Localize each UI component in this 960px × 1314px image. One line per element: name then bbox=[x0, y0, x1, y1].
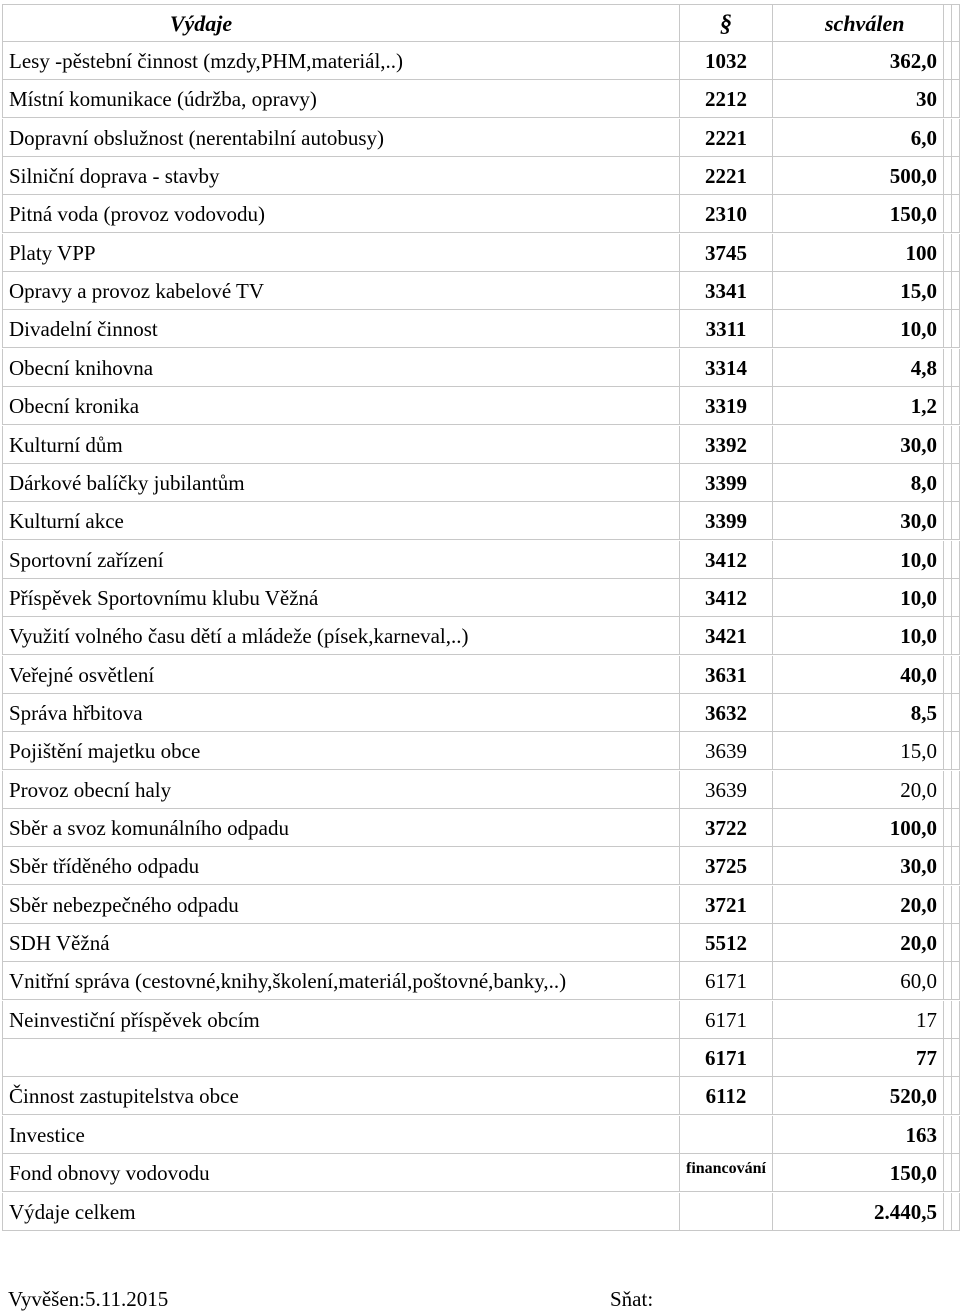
empty-cell bbox=[944, 579, 952, 617]
empty-cell bbox=[944, 426, 952, 464]
row-approved-value: 15,0 bbox=[773, 732, 944, 770]
row-label: Kulturní dům bbox=[2, 426, 680, 464]
empty-cell bbox=[944, 502, 952, 540]
table-row bbox=[0, 272, 960, 310]
table-row bbox=[0, 157, 960, 195]
table-row bbox=[0, 1193, 960, 1231]
row-section-code: 3631 bbox=[680, 656, 773, 694]
table-row bbox=[0, 310, 960, 348]
row-section-code: 2212 bbox=[680, 80, 773, 118]
empty-cell bbox=[952, 464, 960, 502]
empty-cell bbox=[952, 502, 960, 540]
row-approved-value: 10,0 bbox=[773, 579, 944, 617]
row-label: Pojištění majetku obce bbox=[2, 732, 680, 770]
row-section-code: 6112 bbox=[680, 1077, 773, 1115]
row-label: Fond obnovy vodovodu bbox=[2, 1154, 680, 1192]
empty-cell bbox=[952, 847, 960, 885]
empty-cell bbox=[952, 1077, 960, 1115]
row-approved-value: 30,0 bbox=[773, 502, 944, 540]
row-approved-value: 30 bbox=[773, 80, 944, 118]
row-label: Obecní knihovna bbox=[2, 349, 680, 387]
row-label: Sportovní zařízení bbox=[2, 541, 680, 579]
row-label: Příspěvek Sportovnímu klubu Věžná bbox=[2, 579, 680, 617]
empty-cell bbox=[944, 924, 952, 962]
table-row bbox=[0, 809, 960, 847]
row-section-code: 2221 bbox=[680, 119, 773, 157]
empty-cell bbox=[952, 426, 960, 464]
empty-cell bbox=[944, 464, 952, 502]
empty-cell bbox=[944, 617, 952, 655]
empty-cell bbox=[944, 771, 952, 809]
row-label: Sběr nebezpečného odpadu bbox=[2, 886, 680, 924]
row-label: Výdaje celkem bbox=[2, 1193, 680, 1231]
row-label: Veřejné osvětlení bbox=[2, 656, 680, 694]
empty-cell bbox=[944, 1116, 952, 1154]
empty-cell bbox=[944, 1077, 952, 1115]
row-section-code: 3399 bbox=[680, 464, 773, 502]
empty-cell bbox=[944, 1193, 952, 1231]
row-section-code bbox=[680, 1116, 773, 1154]
table-row bbox=[0, 694, 960, 732]
empty-cell bbox=[952, 1001, 960, 1039]
table-row bbox=[0, 1116, 960, 1154]
row-section-code: 3639 bbox=[680, 771, 773, 809]
row-section-code: 3412 bbox=[680, 541, 773, 579]
row-section-code: 3311 bbox=[680, 310, 773, 348]
empty-cell bbox=[944, 694, 952, 732]
row-section-code: 6171 bbox=[680, 1001, 773, 1039]
table-row bbox=[0, 656, 960, 694]
row-approved-value: 15,0 bbox=[773, 272, 944, 310]
empty-cell bbox=[952, 1154, 960, 1192]
row-section-code: 3319 bbox=[680, 387, 773, 425]
row-label: Využití volného času dětí a mládeže (písek,karneval,..) bbox=[2, 617, 680, 655]
table-row bbox=[0, 464, 960, 502]
row-approved-value: 6,0 bbox=[773, 119, 944, 157]
footer bbox=[0, 1285, 960, 1314]
empty-cell bbox=[952, 119, 960, 157]
empty-cell bbox=[952, 962, 960, 1000]
row-section-code: 3632 bbox=[680, 694, 773, 732]
table-row bbox=[0, 1001, 960, 1039]
empty-cell bbox=[944, 157, 952, 195]
empty-cell bbox=[944, 962, 952, 1000]
empty-cell bbox=[952, 656, 960, 694]
row-section-code bbox=[680, 1193, 773, 1231]
row-label: Pitná voda (provoz vodovodu) bbox=[2, 195, 680, 233]
row-label: Lesy -pěstební činnost (mzdy,PHM,materiál,..) bbox=[2, 42, 680, 80]
row-label: Provoz obecní haly bbox=[2, 771, 680, 809]
row-approved-value: 8,5 bbox=[773, 694, 944, 732]
row-section-code: 3639 bbox=[680, 732, 773, 770]
empty-cell bbox=[952, 617, 960, 655]
row-label bbox=[2, 1039, 680, 1077]
empty-cell bbox=[944, 886, 952, 924]
row-approved-value: 500,0 bbox=[773, 157, 944, 195]
row-section-code: financování bbox=[680, 1154, 773, 1192]
table-row bbox=[0, 119, 960, 157]
row-label: Vnitřní správa (cestovné,knihy,školení,materiál,poštovné,banky,..) bbox=[2, 962, 680, 1000]
empty-cell bbox=[944, 1154, 952, 1192]
empty-cell bbox=[952, 387, 960, 425]
row-label: Obecní kronika bbox=[2, 387, 680, 425]
empty-cell bbox=[944, 847, 952, 885]
empty-cell bbox=[952, 732, 960, 770]
empty-cell bbox=[944, 234, 952, 272]
row-approved-value: 100 bbox=[773, 234, 944, 272]
empty-cell bbox=[944, 349, 952, 387]
row-approved-value: 10,0 bbox=[773, 541, 944, 579]
row-approved-value: 17 bbox=[773, 1001, 944, 1039]
row-approved-value: 20,0 bbox=[773, 924, 944, 962]
table-row bbox=[0, 426, 960, 464]
row-section-code: 3399 bbox=[680, 502, 773, 540]
empty-cell bbox=[952, 195, 960, 233]
table-row bbox=[0, 1039, 960, 1077]
empty-cell bbox=[952, 349, 960, 387]
row-section-code: 3421 bbox=[680, 617, 773, 655]
row-label: Sběr tříděného odpadu bbox=[2, 847, 680, 885]
row-section-code: 2310 bbox=[680, 195, 773, 233]
table-row bbox=[0, 234, 960, 272]
empty-cell bbox=[952, 1039, 960, 1077]
empty-cell bbox=[952, 42, 960, 80]
row-approved-value: 8,0 bbox=[773, 464, 944, 502]
header-section-symbol: § bbox=[680, 4, 773, 42]
empty-cell bbox=[944, 80, 952, 118]
empty-cell bbox=[952, 310, 960, 348]
row-approved-value: 10,0 bbox=[773, 617, 944, 655]
row-section-code: 3745 bbox=[680, 234, 773, 272]
row-approved-value: 362,0 bbox=[773, 42, 944, 80]
row-approved-value: 40,0 bbox=[773, 656, 944, 694]
empty-cell bbox=[952, 80, 960, 118]
empty-cell bbox=[944, 272, 952, 310]
row-label: Činnost zastupitelstva obce bbox=[2, 1077, 680, 1115]
row-approved-value: 10,0 bbox=[773, 310, 944, 348]
row-label: Silniční doprava - stavby bbox=[2, 157, 680, 195]
table-header-row bbox=[0, 4, 960, 42]
posted-date: Vyvěšen:5.11.2015 bbox=[8, 1287, 169, 1311]
row-label: Sběr a svoz komunálního odpadu bbox=[2, 809, 680, 847]
empty-cell bbox=[944, 541, 952, 579]
empty-cell bbox=[944, 195, 952, 233]
empty-cell bbox=[952, 234, 960, 272]
empty-cell bbox=[944, 119, 952, 157]
empty-cell bbox=[952, 809, 960, 847]
row-approved-value: 1,2 bbox=[773, 387, 944, 425]
row-label: Opravy a provoz kabelové TV bbox=[2, 272, 680, 310]
row-label: SDH Věžná bbox=[2, 924, 680, 962]
empty-cell bbox=[944, 387, 952, 425]
row-section-code: 1032 bbox=[680, 42, 773, 80]
empty-cell bbox=[944, 732, 952, 770]
empty-cell bbox=[952, 541, 960, 579]
row-label: Dopravní obslužnost (nerentabilní autobusy) bbox=[2, 119, 680, 157]
row-label: Divadelní činnost bbox=[2, 310, 680, 348]
row-section-code: 3722 bbox=[680, 809, 773, 847]
row-approved-value: 20,0 bbox=[773, 771, 944, 809]
row-approved-value: 100,0 bbox=[773, 809, 944, 847]
table-row bbox=[0, 387, 960, 425]
row-approved-value: 30,0 bbox=[773, 847, 944, 885]
table-row bbox=[0, 349, 960, 387]
row-approved-value: 30,0 bbox=[773, 426, 944, 464]
row-section-code: 3341 bbox=[680, 272, 773, 310]
removed-date: Sňat: bbox=[610, 1287, 654, 1311]
row-approved-value: 60,0 bbox=[773, 962, 944, 1000]
empty-cell bbox=[952, 1193, 960, 1231]
table-row bbox=[0, 886, 960, 924]
empty-cell bbox=[952, 579, 960, 617]
row-section-code: 2221 bbox=[680, 157, 773, 195]
row-approved-value: 20,0 bbox=[773, 886, 944, 924]
row-label: Investice bbox=[2, 1116, 680, 1154]
table-row bbox=[0, 771, 960, 809]
empty-cell bbox=[952, 771, 960, 809]
table-row bbox=[0, 732, 960, 770]
row-label: Kulturní akce bbox=[2, 502, 680, 540]
row-label: Platy VPP bbox=[2, 234, 680, 272]
table-row bbox=[0, 962, 960, 1000]
table-row bbox=[0, 42, 960, 80]
row-approved-value: 77 bbox=[773, 1039, 944, 1077]
empty-cell bbox=[944, 656, 952, 694]
empty-cell bbox=[944, 1039, 952, 1077]
empty-cell bbox=[944, 1001, 952, 1039]
empty-cell bbox=[952, 694, 960, 732]
table-row bbox=[0, 1077, 960, 1115]
row-section-code: 3721 bbox=[680, 886, 773, 924]
row-approved-value: 4,8 bbox=[773, 349, 944, 387]
header-approved: schválen bbox=[773, 4, 944, 42]
row-label: Dárkové balíčky jubilantům bbox=[2, 464, 680, 502]
row-label: Neinvestiční příspěvek obcím bbox=[2, 1001, 680, 1039]
table-row bbox=[0, 617, 960, 655]
empty-cell bbox=[952, 157, 960, 195]
row-section-code: 3392 bbox=[680, 426, 773, 464]
empty-cell bbox=[952, 272, 960, 310]
row-approved-value: 163 bbox=[773, 1116, 944, 1154]
table-row bbox=[0, 1154, 960, 1192]
table-row bbox=[0, 541, 960, 579]
row-approved-value: 2.440,5 bbox=[773, 1193, 944, 1231]
row-label: Místní komunikace (údržba, opravy) bbox=[2, 80, 680, 118]
empty-cell bbox=[952, 886, 960, 924]
table-row bbox=[0, 502, 960, 540]
table-row bbox=[0, 579, 960, 617]
empty-cell bbox=[944, 4, 952, 42]
table-row bbox=[0, 195, 960, 233]
header-title: Výdaje bbox=[2, 4, 680, 42]
row-approved-value: 150,0 bbox=[773, 1154, 944, 1192]
row-approved-value: 520,0 bbox=[773, 1077, 944, 1115]
row-section-code: 6171 bbox=[680, 1039, 773, 1077]
empty-cell bbox=[944, 809, 952, 847]
table-row bbox=[0, 80, 960, 118]
table-row bbox=[0, 924, 960, 962]
row-section-code: 3725 bbox=[680, 847, 773, 885]
row-label: Správa hřbitova bbox=[2, 694, 680, 732]
row-section-code: 3412 bbox=[680, 579, 773, 617]
empty-cell bbox=[952, 924, 960, 962]
row-section-code: 5512 bbox=[680, 924, 773, 962]
table-row bbox=[0, 847, 960, 885]
row-section-code: 3314 bbox=[680, 349, 773, 387]
empty-cell bbox=[952, 4, 960, 42]
row-section-code: 6171 bbox=[680, 962, 773, 1000]
row-approved-value: 150,0 bbox=[773, 195, 944, 233]
empty-cell bbox=[944, 310, 952, 348]
empty-cell bbox=[944, 42, 952, 80]
empty-cell bbox=[952, 1116, 960, 1154]
